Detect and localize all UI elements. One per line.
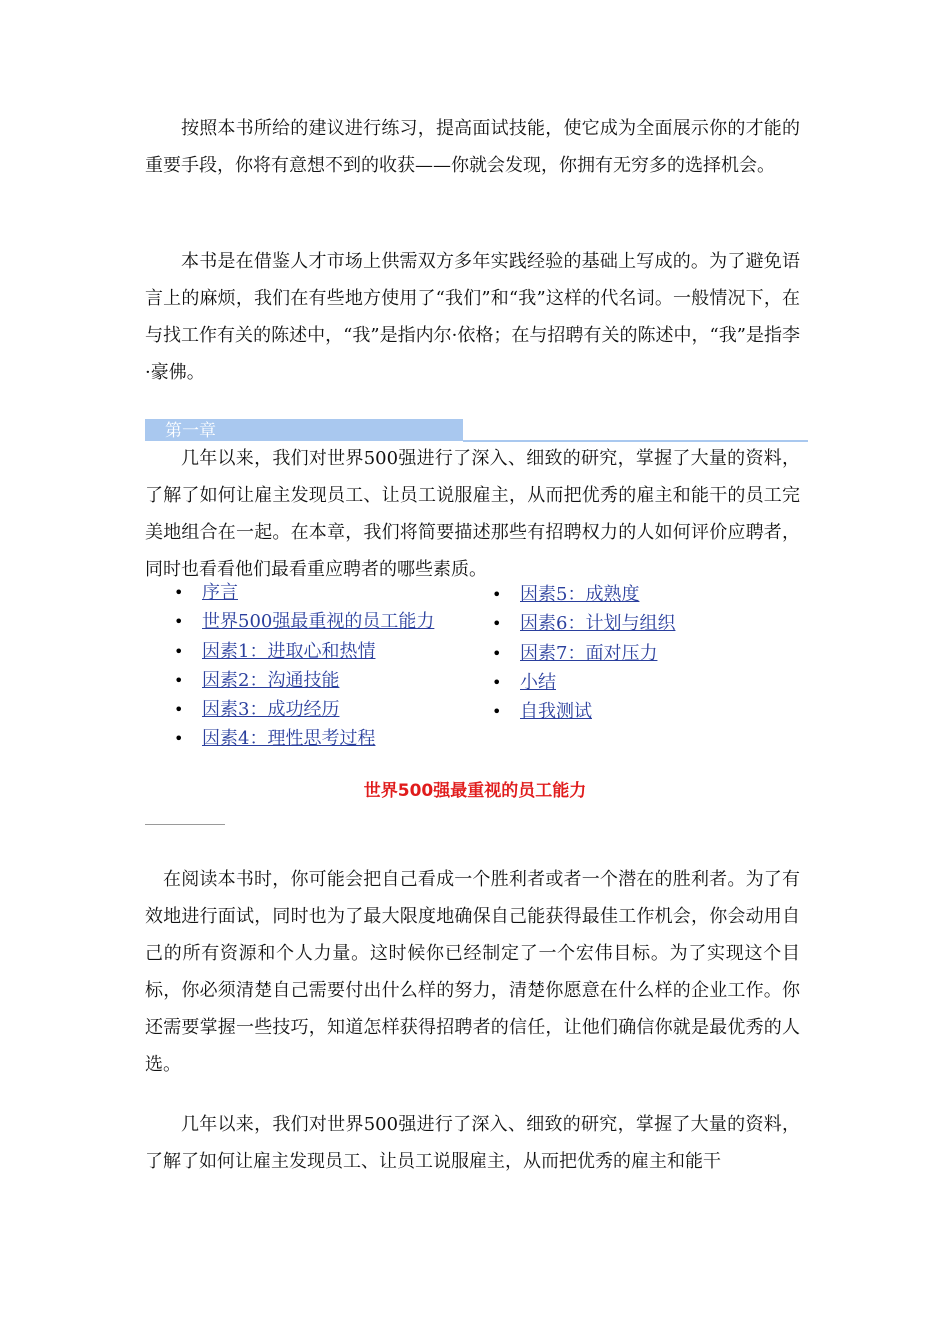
bullet-icon: • — [492, 702, 502, 722]
bullet-icon: • — [492, 643, 502, 663]
toc-link-factor-2[interactable]: 因素2：沟通技能 — [202, 669, 340, 691]
bullet-icon: • — [174, 583, 184, 602]
paragraph-chapter-intro: 几年以来，我们对世界500强进行了深入、细致的研究，掌握了大量的资料，了解了如何让雇主发现员工、让员工说服雇主，从而把优秀的雇主和能干的员工完美地组合在一起。在本章，我们将简要描述那些有招聘权力的人如何评价应聘者，同时也看看他们最看重应聘者的哪些素质。 — [145, 448, 800, 580]
paragraph-practice: 按照本书所给的建议进行练习，提高面试技能，使它成为全面展示你的才能的重要手段，你将有意想不到的收获——你就会发现，你拥有无穷多的选择机会。 — [145, 118, 800, 176]
toc-item — [174, 578, 434, 607]
toc-item — [174, 666, 434, 695]
toc-link-factor-3[interactable]: 因素3：成功经历 — [202, 699, 340, 721]
toc-link-abilities[interactable]: 世界500强最重视的员工能力 — [202, 611, 435, 633]
toc-link-factor-4[interactable]: 因素4：理性思考过程 — [202, 728, 376, 750]
paragraph-authors-note: 本书是在借鉴人才市场上供需双方多年实践经验的基础上写成的。为了避免语言上的麻烦，我们在有些地方使用了“我们”和“我”这样的代名词。一般情况下，在与找工作有关的陈述中，“我”是指内尔·依格；在与招聘有关的陈述中，“我”是指李·豪佛。 — [145, 251, 800, 383]
toc-link-factor-6[interactable]: 因素6：计划与组织 — [520, 613, 676, 635]
toc-item — [174, 637, 434, 666]
toc-item — [492, 609, 676, 638]
bullet-icon: • — [174, 612, 184, 632]
bullet-icon: • — [492, 672, 502, 692]
section-divider — [145, 824, 225, 825]
toc-item — [492, 668, 675, 697]
toc-item — [174, 724, 434, 753]
toc-item — [492, 580, 675, 609]
bullet-icon: • — [492, 614, 502, 634]
toc-link-self-test[interactable]: 自我测试 — [520, 701, 592, 723]
toc-left-column — [174, 578, 435, 754]
toc-link-preface[interactable]: 序言 — [202, 582, 238, 603]
toc-item — [492, 639, 675, 668]
toc-link-factor-7[interactable]: 因素7：面对压力 — [520, 642, 658, 664]
chapter-heading: 第一章 — [165, 421, 216, 441]
toc-link-summary[interactable]: 小结 — [520, 671, 556, 693]
paragraph-research: 几年以来，我们对世界500强进行了深入、细致的研究，掌握了大量的资料，了解了如何让雇主发现员工、让员工说服雇主，从而把优秀的雇主和能干 — [145, 1114, 800, 1172]
bullet-icon: • — [492, 585, 502, 604]
bullet-icon: • — [174, 729, 184, 749]
paragraph-reading: 在阅读本书时，你可能会把自己看成一个胜利者或者一个潜在的胜利者。为了有效地进行面试，同时也为了最大限度地确保自己能获得最佳工作机会，你会动用自己的所有资源和个人力量。这时候你已经制定了一个宏伟目标。为了实现这个目标，你必须清楚自己需要付出什么样的努力，清楚你愿意在什么样的企业工作。你还需要掌握一些技巧，知道怎样获得招聘者的信任，让他们确信你就是最优秀的人选。 — [145, 869, 800, 1075]
toc-item — [492, 697, 675, 726]
toc-item — [174, 695, 434, 724]
toc-item — [174, 607, 435, 636]
toc-link-factor-1[interactable]: 因素1：进取心和热情 — [202, 640, 376, 662]
toc-link-factor-5[interactable]: 因素5：成熟度 — [520, 584, 640, 605]
bullet-icon: • — [174, 670, 184, 690]
bullet-icon: • — [174, 700, 184, 720]
bullet-icon: • — [174, 641, 184, 661]
section-title: 世界500强最重视的员工能力 — [363, 781, 587, 801]
toc-right-column — [492, 580, 676, 726]
